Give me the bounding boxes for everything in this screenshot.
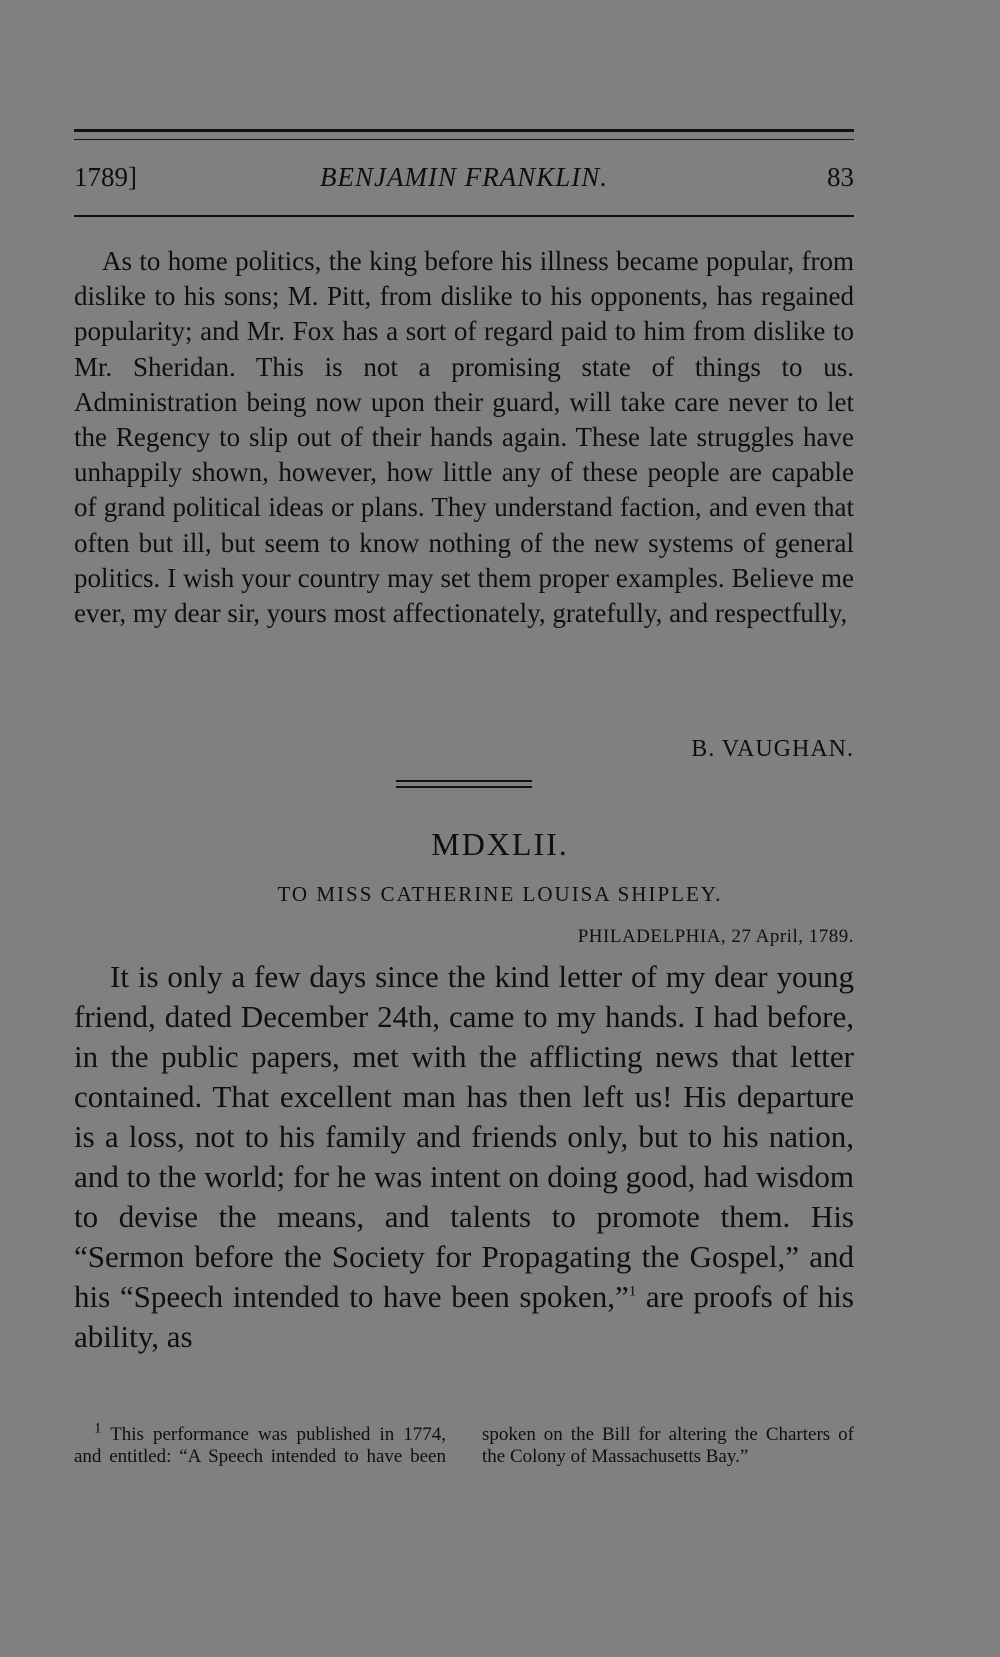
footnote-1 <box>74 1420 854 1468</box>
footnotes <box>74 1420 854 1468</box>
addressee: TO MISS CATHERINE LOUISA SHIPLEY. <box>277 882 723 906</box>
separator-rule-1 <box>396 780 532 782</box>
footnote-marker: 1 <box>94 1420 102 1437</box>
header-rule-top-thin <box>74 139 854 140</box>
letter-text-part2: are proofs of his ability, as <box>74 1279 854 1354</box>
letter-text-part1: It is only a few days since the kind letter of my dear young friend, dated December 24th, came to my hands. I had before, in the public papers, met with the afflicting news that letter contained. That excellent man has then left us! His departure is a loss, not to his family and friends only, but to his nation, and to the world; for he was intent on doing good, had wisdom to devise the means, and talents to promote them. His “Sermon before the Society for Propagating the Gospel,” and his “Speech intended to have been spoken,” <box>74 959 854 1314</box>
letter-body <box>74 957 854 1357</box>
header-year: 1789] <box>74 162 137 192</box>
header-rule-bottom <box>74 215 854 217</box>
continued-letter-body <box>74 244 854 631</box>
dateline: PHILADELPHIA, 27 April, 1789. <box>577 926 854 947</box>
header-rule-top-thick <box>74 129 854 132</box>
continued-paragraph: As to home politics, the king before his illness became popular, from dislike to his sons; M. Pitt, from dislike to his opponents, has regained popularity; and Mr. Fox has a sort of regard paid to him from dislike to Mr. Sheridan. This is not a promising state of things to us. Administration being now upon their guard, will take care never to let the Regency to slip out of their hands again. These late struggles have unhappily shown, however, how little any of these people are capable of grand political ideas or plans. They understand faction, and even that often but ill, but seem to know nothing of the new systems of general politics. I wish your country may set them proper examples. Believe me ever, my dear sir, yours most affectionately, gratefully, and respectfully, <box>74 246 854 629</box>
separator-rule-2 <box>396 786 532 788</box>
letter-number: MDXLII. <box>431 826 569 862</box>
footnote-text: This performance was published in 1774, and entitled: “A Speech intended to have been spoken on the Bill for altering the Charters of the Colony of Massachusetts Bay.” <box>74 1424 854 1467</box>
running-header <box>74 162 854 202</box>
signature: B. VAUGHAN. <box>691 736 854 762</box>
letter-paragraph <box>74 957 854 1357</box>
header-title: BENJAMIN FRANKLIN. <box>320 162 608 192</box>
footnote-reference: 1 <box>628 1283 637 1300</box>
page-number: 83 <box>827 162 854 192</box>
